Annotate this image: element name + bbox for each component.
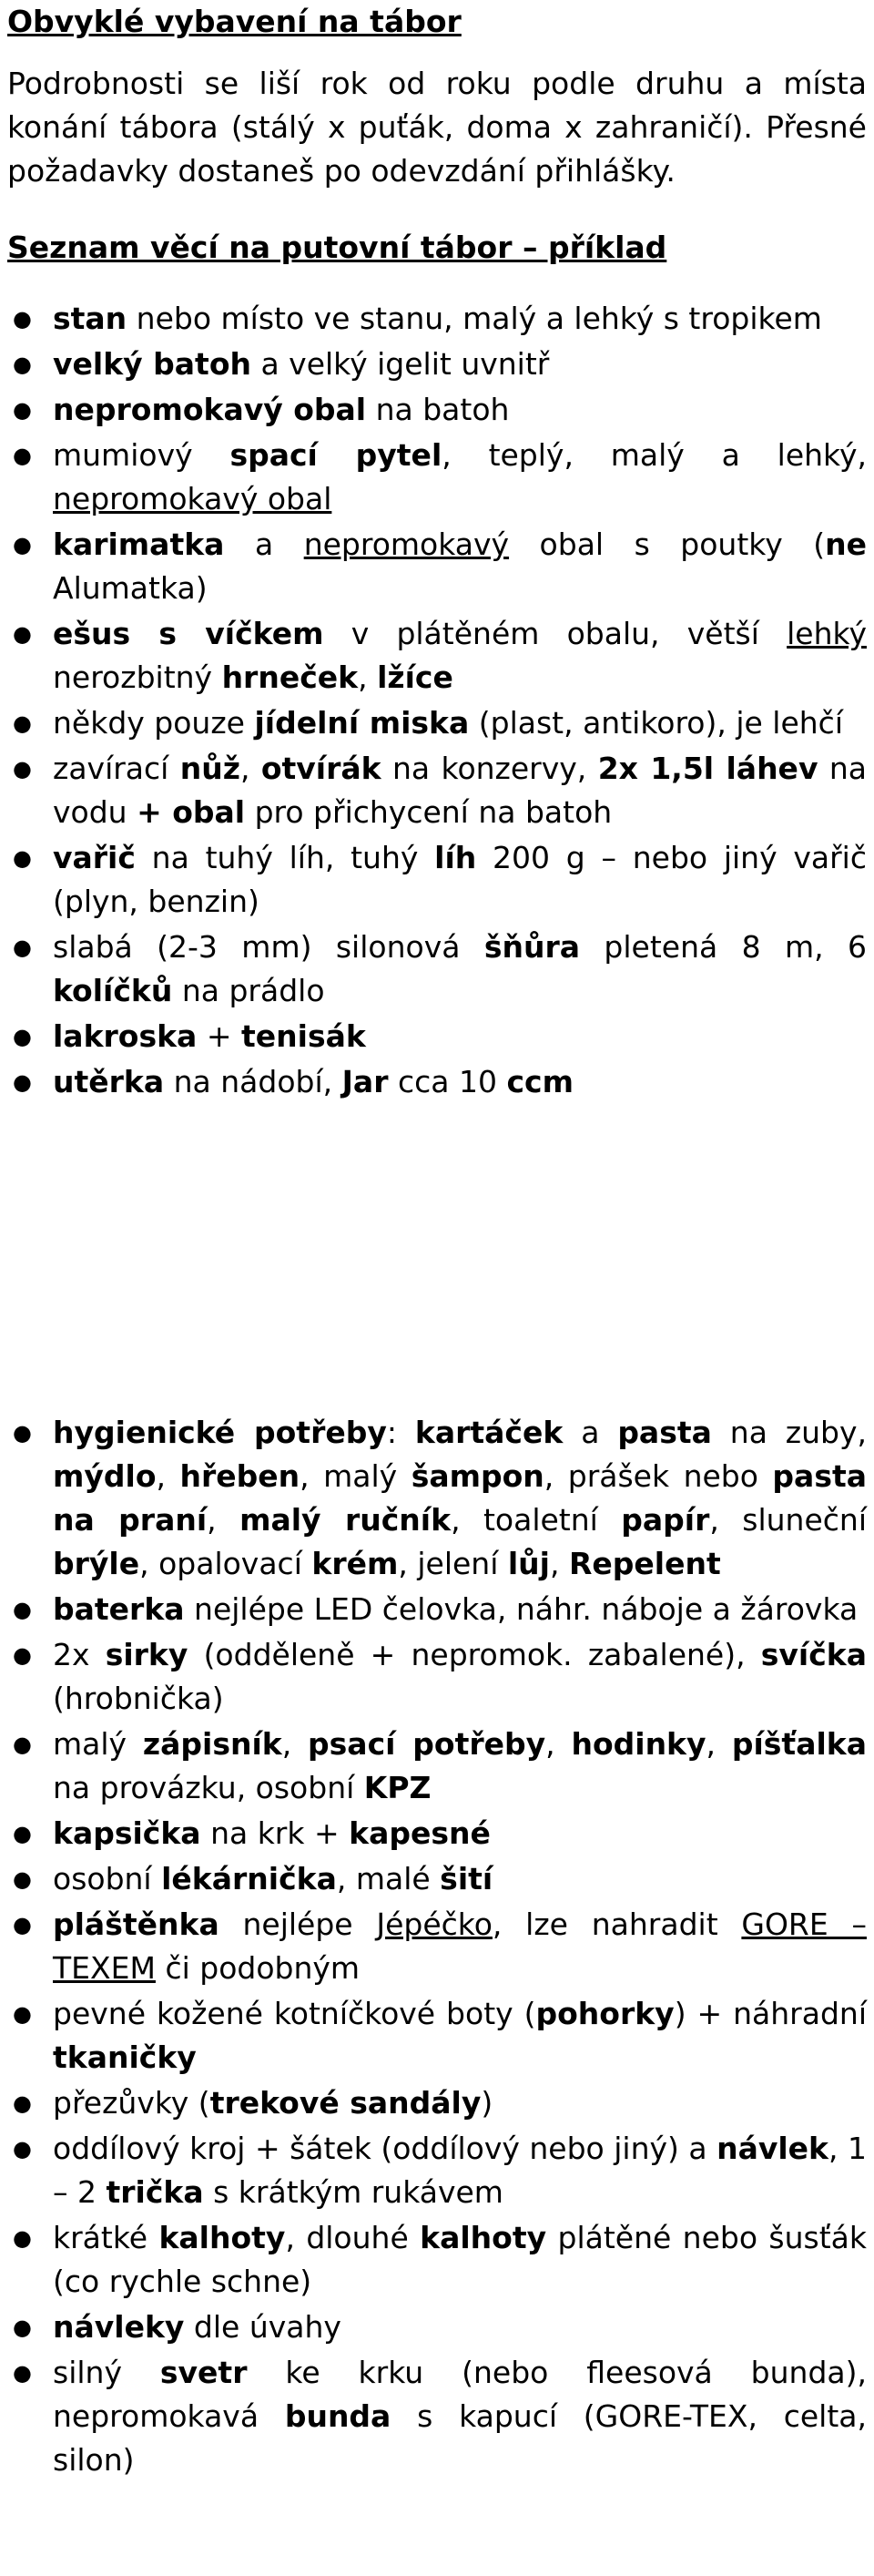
item-text: silný <box>53 2355 160 2390</box>
underlined-text: nepromokavý <box>303 526 510 562</box>
bullet-icon: ● <box>13 935 32 960</box>
bold-text: zápisník <box>142 1726 282 1762</box>
item-text: a <box>563 1415 618 1450</box>
bullet-icon: ● <box>13 2360 32 2386</box>
bold-text: sirky <box>105 1637 188 1672</box>
bullet-icon: ● <box>13 397 32 423</box>
bullet-icon: ● <box>13 1024 32 1049</box>
bold-text: hodinky <box>571 1726 706 1762</box>
bold-text: kalhoty <box>420 2220 547 2255</box>
item-text: , <box>239 751 261 786</box>
item-text: na krk + <box>200 1815 350 1851</box>
list-item <box>7 1857 867 1901</box>
item-text: nebo místo ve stanu, malý a lehký s tropikem <box>127 301 822 336</box>
underlined-text: Jépéčko <box>376 1906 493 1942</box>
list-item <box>7 2351 867 2482</box>
bullet-icon: ● <box>13 1069 32 1095</box>
item-text: pletená 8 m, 6 <box>580 929 868 965</box>
list-item <box>7 1588 867 1631</box>
list-item <box>7 701 867 745</box>
bold-text: lůj <box>507 1546 550 1581</box>
bullet-icon: ● <box>13 1732 32 1757</box>
item-text: , <box>706 1726 732 1762</box>
item-text: na vodu <box>53 751 867 830</box>
item-text: , lze nahradit <box>492 1906 742 1942</box>
bold-text: velký batoh <box>53 346 251 382</box>
bold-text: mýdlo <box>53 1458 157 1494</box>
list-item <box>7 1722 867 1810</box>
bullet-icon: ● <box>13 2136 32 2162</box>
intro-paragraph: Podrobnosti se liší rok od roku podle druhu a místa konání tábora (stálý x puťák, doma x zahraničí). Přesné požadavky dostaneš po odevzdání přihlášky. <box>7 66 867 189</box>
bold-text: spací pytel <box>229 437 442 473</box>
underlined-text: nepromokavý obal <box>53 481 332 516</box>
bullet-icon: ● <box>13 1821 32 1846</box>
bold-text: nepromokavý obal <box>53 392 367 427</box>
item-text: , dlouhé <box>285 2220 421 2255</box>
bold-text: malý ručník <box>239 1502 452 1538</box>
list-item <box>7 2216 867 2304</box>
item-text: zavírací <box>53 751 180 786</box>
bold-text: brýle <box>53 1546 140 1581</box>
list-item <box>7 434 867 521</box>
packing-list-continued <box>7 1411 867 2482</box>
bold-text: utěrka <box>53 1064 165 1099</box>
bold-text: tenisák <box>240 1018 366 1054</box>
bold-text: návleky <box>53 2309 185 2345</box>
bold-text: šití <box>440 1861 493 1896</box>
bold-text: Repelent <box>568 1546 721 1581</box>
bold-text: tkaničky <box>53 2039 197 2075</box>
item-text: cca 10 <box>388 1064 507 1099</box>
bullet-icon: ● <box>13 2090 32 2116</box>
item-text: Alumatka) <box>53 570 208 606</box>
list-item <box>7 1812 867 1855</box>
item-text: 200 g – nebo jiný vařič (plyn, benzin) <box>53 840 867 919</box>
page-gap <box>7 1106 867 1411</box>
bold-text: papír <box>621 1502 710 1538</box>
bullet-icon: ● <box>13 756 32 782</box>
bold-text: krém <box>311 1546 399 1581</box>
item-text: na tuhý líh, tuhý <box>135 840 435 875</box>
item-text: , malé <box>336 1861 441 1896</box>
bullet-icon: ● <box>13 443 32 468</box>
bullet-icon: ● <box>13 1912 32 1937</box>
bold-text: pláštěnka <box>53 1906 219 1942</box>
item-text: přezůvky ( <box>53 2085 210 2121</box>
item-text: ) + náhradní <box>674 1996 867 2031</box>
bold-text: + obal <box>137 794 246 830</box>
item-text: a <box>224 526 304 562</box>
section-heading-packing-list: Seznam věcí na putovní tábor – příklad <box>7 230 667 265</box>
list-item <box>7 612 867 700</box>
bold-text: trekové sandály <box>209 2085 482 2121</box>
bold-text: kapsička <box>53 1815 201 1851</box>
item-text: , toaletní <box>451 1502 622 1538</box>
item-text: krátké <box>53 2220 159 2255</box>
item-text: dle úvahy <box>184 2309 341 2345</box>
item-text: , <box>358 659 378 695</box>
bold-text: pasta na praní <box>53 1458 867 1538</box>
bold-text: svíčka <box>760 1637 868 1672</box>
item-text: , opalovací <box>139 1546 312 1581</box>
underlined-text: GORE – TEXEM <box>53 1906 867 1986</box>
bold-text: kartáček <box>414 1415 564 1450</box>
item-text: , malý <box>300 1458 412 1494</box>
bold-text: otvírák <box>260 751 381 786</box>
item-text: nerozbitný <box>53 659 222 695</box>
item-text: či podobným <box>155 1950 361 1986</box>
item-text: pevné kožené kotníčkové boty ( <box>53 1996 536 2031</box>
bold-text: hřeben <box>179 1458 300 1494</box>
bullet-icon: ● <box>13 2001 32 2027</box>
bold-text: nůž <box>179 751 240 786</box>
item-text: , teplý, malý a lehký, <box>442 437 867 473</box>
bullet-icon: ● <box>13 1866 32 1892</box>
bold-text: karimatka <box>53 526 225 562</box>
bullet-icon: ● <box>13 1420 32 1446</box>
item-text: (plast, antikoro), je lehčí <box>469 705 843 741</box>
item-text: malý <box>53 1726 143 1762</box>
item-text: : <box>386 1415 415 1450</box>
bold-text: šampon <box>411 1458 544 1494</box>
bold-text: kapesné <box>349 1815 491 1851</box>
bullet-icon: ● <box>13 621 32 647</box>
list-item <box>7 523 867 610</box>
item-text: oddílový kroj + šátek (oddílový nebo jiný) a <box>53 2131 717 2166</box>
bold-text: vařič <box>53 840 136 875</box>
list-item <box>7 388 867 432</box>
item-text: obal s poutky ( <box>509 526 826 562</box>
item-text: ) <box>481 2085 493 2121</box>
item-text: ke krku (nebo fleesová bunda), nepromokavá <box>53 2355 867 2434</box>
item-text: , prášek nebo <box>544 1458 773 1494</box>
item-text: pro přichycení na batoh <box>245 794 613 830</box>
bold-text: pohorky <box>535 1996 675 2031</box>
bold-text: KPZ <box>363 1770 432 1805</box>
bold-text: kolíčků <box>53 973 173 1008</box>
section-heading-equipment: Obvyklé vybavení na tábor <box>7 4 462 39</box>
item-text: s kapucí (GORE-TEX, celta, silon) <box>53 2398 868 2478</box>
item-text: nejlépe <box>218 1906 377 1942</box>
bold-text: píšťalka <box>731 1726 868 1762</box>
bold-text: lékárnička <box>161 1861 337 1896</box>
bullet-icon: ● <box>13 2225 32 2251</box>
item-text: někdy pouze <box>53 705 255 741</box>
bold-text: trička <box>106 2174 204 2210</box>
item-text: , <box>207 1502 240 1538</box>
bold-text: psací potřeby <box>308 1726 546 1762</box>
item-text: a velký igelit uvnitř <box>250 346 550 382</box>
bold-text: Jar <box>341 1064 389 1099</box>
bullet-icon: ● <box>13 1642 32 1668</box>
list-item <box>7 836 867 924</box>
list-item <box>7 925 867 1013</box>
bold-text: jídelní miska <box>254 705 470 741</box>
list-item <box>7 2081 867 2125</box>
list-item <box>7 2127 867 2214</box>
document-page <box>7 0 867 2484</box>
item-text: na zuby, <box>711 1415 868 1450</box>
item-text: v plátěném obalu, větší <box>323 616 788 651</box>
item-text: , <box>281 1726 309 1762</box>
packing-list <box>7 297 867 1104</box>
list-item <box>7 1992 867 2080</box>
bold-text: bunda <box>284 2398 391 2434</box>
item-text: na provázku, osobní <box>53 1770 364 1805</box>
bold-text: kalhoty <box>158 2220 286 2255</box>
item-text: osobní <box>53 1861 162 1896</box>
bold-text: pasta <box>617 1415 712 1450</box>
item-text: , 1 – 2 <box>53 2131 867 2210</box>
bold-text: 2x 1,5l láhev <box>597 751 818 786</box>
item-text: , <box>545 1726 572 1762</box>
item-text: 2x <box>53 1637 106 1672</box>
item-text: (hrobnička) <box>53 1681 224 1716</box>
item-text: na prádlo <box>172 973 325 1008</box>
item-text: , jelení <box>398 1546 508 1581</box>
bold-text: baterka <box>53 1591 185 1627</box>
bullet-icon: ● <box>13 352 32 377</box>
bullet-icon: ● <box>13 845 32 871</box>
bold-text: hrneček <box>221 659 359 695</box>
bullet-icon: ● <box>13 532 32 557</box>
bold-text: svetr <box>159 2355 248 2390</box>
list-item <box>7 1411 867 1586</box>
list-item <box>7 1060 867 1104</box>
item-text: , <box>550 1546 569 1581</box>
bold-text: líh <box>434 840 477 875</box>
bullet-icon: ● <box>13 1597 32 1622</box>
bold-text: hygienické potřeby <box>53 1415 387 1450</box>
bullet-icon: ● <box>13 710 32 736</box>
item-text: + <box>197 1018 241 1054</box>
item-text: , <box>156 1458 180 1494</box>
item-text: na batoh <box>366 392 510 427</box>
item-text: plátěné nebo šusťák (co rychle schne) <box>53 2220 867 2299</box>
bold-text: šňůra <box>483 929 581 965</box>
item-text: mumiový <box>53 437 230 473</box>
list-item <box>7 342 867 386</box>
list-item <box>7 1633 867 1721</box>
underlined-text: lehký <box>787 616 867 651</box>
item-text: (odděleně + nepromok. zabalené), <box>188 1637 761 1672</box>
bold-text: lžíce <box>377 659 453 695</box>
bullet-icon: ● <box>13 306 32 332</box>
bold-text: lakroska <box>53 1018 198 1054</box>
bold-text: ešus s víčkem <box>53 616 324 651</box>
bullet-icon: ● <box>13 2315 32 2340</box>
list-item <box>7 1903 867 1990</box>
item-text: na nádobí, <box>164 1064 342 1099</box>
list-item <box>7 2305 867 2349</box>
item-text: s krátkým rukávem <box>203 2174 503 2210</box>
list-item <box>7 747 867 834</box>
item-text: nejlépe LED čelovka, náhr. náboje a žárovka <box>184 1591 859 1627</box>
list-item <box>7 297 867 341</box>
bold-text: stan <box>53 301 127 336</box>
item-text: , sluneční <box>709 1502 867 1538</box>
bold-text: ccm <box>506 1064 574 1099</box>
item-text: na konzervy, <box>381 751 598 786</box>
item-text: slabá (2-3 mm) silonová <box>53 929 484 965</box>
bold-text: návlek <box>716 2131 829 2166</box>
bold-text: ne <box>825 526 867 562</box>
list-item <box>7 1015 867 1058</box>
